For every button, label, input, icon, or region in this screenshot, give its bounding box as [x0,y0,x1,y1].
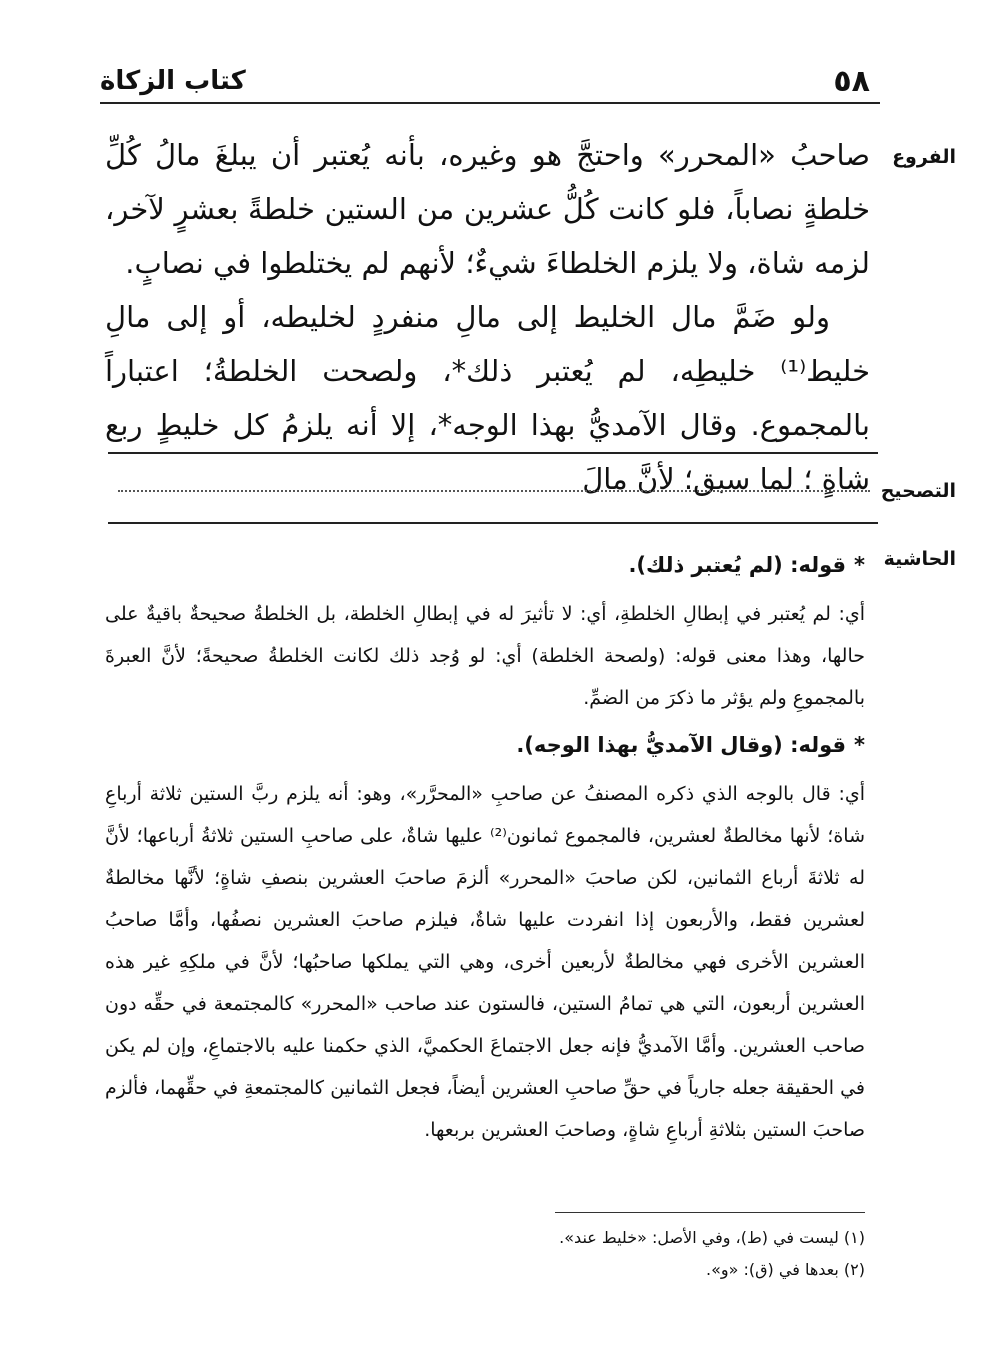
footnotes [300,1222,865,1286]
qawl-heading [105,725,865,765]
side-label-furu: الفروع [892,146,956,168]
footnote: (٢) بعدها في (ق): «و». [706,1260,865,1279]
footnote: (١) ليست في (ط)، وفي الأصل: «خليط عند». [559,1228,865,1247]
qawl-text: قوله: (وقال الآمديُّ بهذا الوجه). [516,733,847,757]
page-header [100,60,880,100]
main-paragraph: صاحبُ «المحرر» واحتجَّ هو وغيره، بأنه يُعتبر أن يبلغَ مالُ كُلِّ خلطةٍ نصاباً، فلو كانت كُلُّ عشرين من الستين خلطةً بعشرٍ لآخر، لزمه شاة، ولا يلزم الخلطاءَ شيءٌ؛ لأنهم لم يختلطوا في نصابٍ. [105,138,870,280]
section-rule [108,452,878,454]
qawl-heading [105,545,865,585]
gloss-paragraph: أي: لم يُعتبر في إبطالِ الخلطةِ، أي: لا تأثيرَ له في إبطالِ الخلطة، بل الخلطةُ صحيحةٌ باقيةٌ على حالها، وهذا معنى قوله: (ولصحة الخلطة) أي: لو وُجد ذلك لكانت الخلطةُ صحيحةً؛ لأنَّ العبرةَ بالمجموعِ ولم يؤثر ما ذكرَ من الضمِّ. [105,603,865,709]
footnote-rule [555,1212,865,1213]
qawl-text: قوله: (لم يُعتبر ذلك). [628,553,847,577]
dotted-line [118,490,870,492]
side-label-hashiya: الحاشية [883,548,956,570]
main-paragraph: ولو ضَمَّ مال الخليط إلى مالِ منفردٍ لخليطه، أو إلى مالِ خليط⁽¹⁾ خليطِه، لم يُعتبر ذلك*، ولصحت الخلطةُ؛ اعتباراً بالمجموع. وقال الآمديُّ بهذا الوجه*، إلا أنه يلزمُ كل خليطٍ ربع شاةٍ ؛ لما سبق؛ لأنَّ مالَ [105,300,870,496]
section-rule [108,522,878,524]
side-label-tashih: التصحيح [880,480,956,502]
gloss-paragraph: أي: قال بالوجه الذي ذكره المصنفُ عن صاحبِ «المحرَّر»، وهو: أنه يلزم ربَّ الستين ثلاثة أرباعِ شاة؛ لأنها مخالطةٌ لعشرين، فالمجموع ثمانون⁽²⁾ عليها شاةٌ، على صاحبِ الستين ثلاثةُ أرباعها؛ لأنَّ له ثلاثةَ أرباع الثمانين، لكن صاحبَ «المحرر» ألزمَ صاحبَ العشرين بنصفِ شاةٍ؛ لأنَّها مخالطةٌ لعشرين فقط، والأربعون إذا انفردت عليها شاةٌ، فيلزم صاحبَ العشرين نصفُها، وأمَّا صاحبُ العشرين الأخرى فهي مخالطةٌ لأربعين أخرى، وهي التي يملكها صاحبُها؛ لأنَّ في ملكِهِ غير هذه العشرين أربعون، التي هي تمامُ الستين، فالستون عند صاحب «المحرر» كالمجتمعة في حقِّه دون صاحب العشرين. وأمَّا الآمديُّ فإنه جعل الاجتماعَ الحكميَّ، الذي حكمنا عليه بالاجتماعِ، وإن لم يكن في الحقيقة جعله جارياً في حقِّ صاحبِ العشرين أيضاً، فجعل الثمانين كالمجتمعةِ في حقِّهما، فألزم صاحبَ الستين بثلاثةِ أرباعِ شاةٍ، وصاحبَ العشرين بربعها. [105,783,866,1141]
asterisk-icon: * [854,553,865,577]
running-title: كتاب الزكاة [100,66,246,96]
header-rule [100,102,880,104]
page-number: ٥٨ [833,64,870,99]
main-text [105,128,870,506]
hashiya-commentary [105,545,865,1157]
asterisk-icon: * [854,733,865,757]
